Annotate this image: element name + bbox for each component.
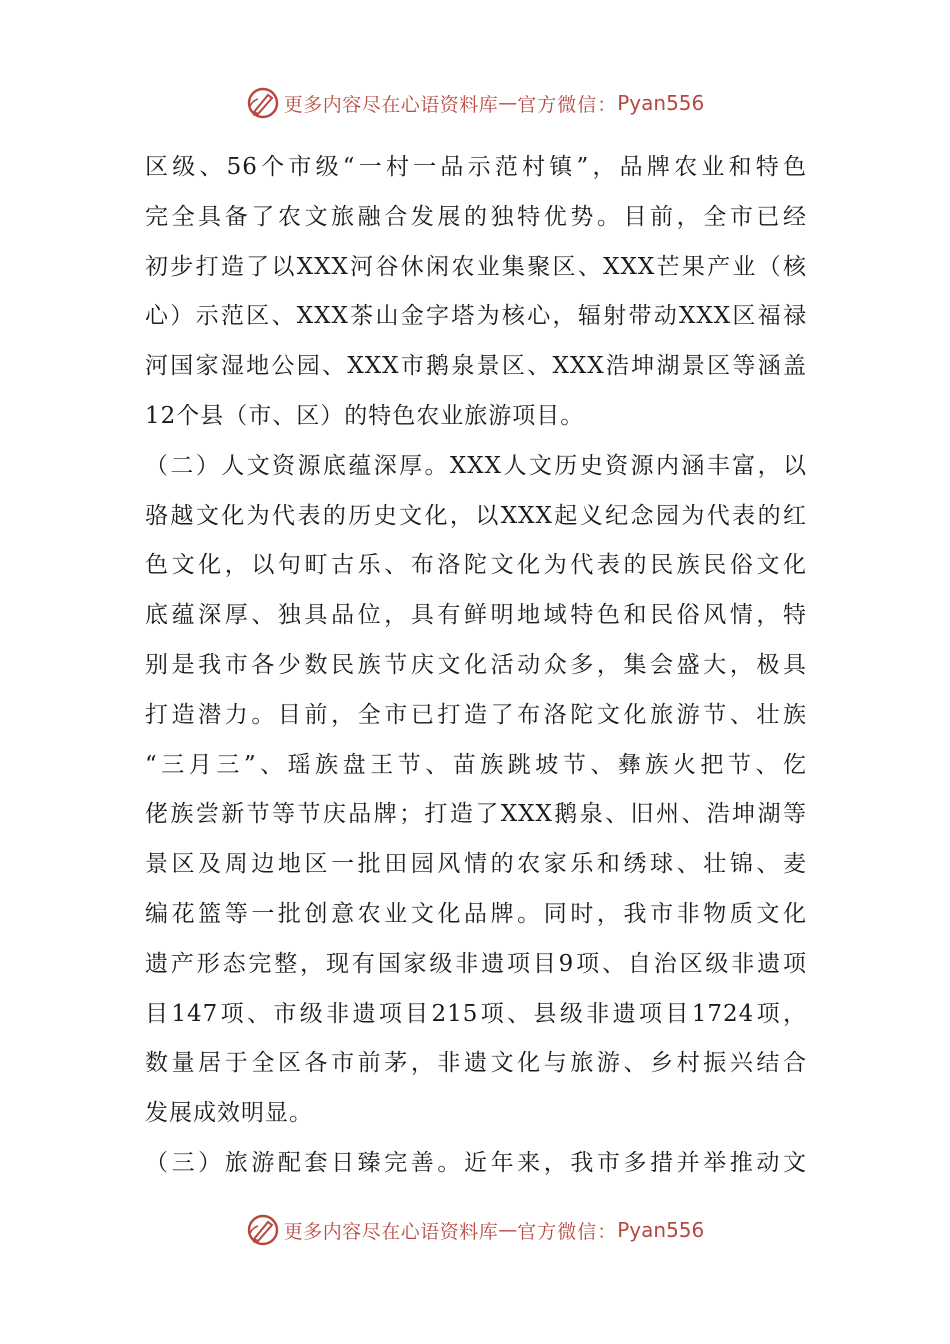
text-line: 打造潜力。目前，全市已打造了布洛陀文化旅游节、壮族 — [145, 701, 807, 728]
text-line: 发展成效明显。 — [145, 1100, 313, 1127]
watermark-wechat-label: 官方微信： — [517, 93, 618, 116]
text-line: 别是我市各少数民族节庆文化活动众多，集会盛大，极具 — [145, 651, 807, 678]
text-line: 目147项、市级非遗项目215项、县级非遗项目1724项， — [145, 1000, 807, 1027]
text-line: 区级、56个市级“一村一品示范村镇”，品牌农业和特色 — [145, 154, 807, 180]
text-line: 河国家湿地公园、XXX市鹅泉景区、XXX浩坤湖景区等涵盖 — [145, 353, 807, 380]
text-line: 编花篮等一批创意农业文化品牌。同时，我市非物质文化 — [145, 900, 807, 927]
watermark-header — [0, 83, 950, 123]
text-line: “三月三”、瑶族盘王节、苗族跳坡节、彝族火把节、仡 — [145, 751, 807, 778]
text-line: 色文化，以句町古乐、布洛陀文化为代表的民族民俗文化 — [145, 552, 807, 579]
text-line: 遗产形态完整，现有国家级非遗项目9项、自治区级非遗项 — [145, 950, 807, 977]
pen-circle-logo-icon — [246, 86, 280, 120]
watermark-wechat-id: Pyan556 — [617, 1218, 705, 1242]
watermark-wechat-label: 官方微信： — [517, 1220, 618, 1243]
text-line: 初步打造了以XXX河谷休闲农业集聚区、XXX芒果产业（核 — [145, 253, 807, 280]
text-line: 完全具备了农文旅融合发展的独特优势。目前，全市已经 — [145, 203, 807, 230]
section-heading-line: （二）人文资源底蕴深厚。XXX人文历史资源内涵丰富，以 — [145, 452, 807, 479]
text-line: 心）示范区、XXX茶山金字塔为核心，辐射带动XXX区福禄 — [145, 303, 807, 330]
section-heading-line: （三）旅游配套日臻完善。近年来，我市多措并举推动文 — [145, 1149, 807, 1176]
text-line: 12个县（市、区）的特色农业旅游项目。 — [145, 402, 585, 429]
text-line: 骆越文化为代表的历史文化，以XXX起义纪念园为代表的红 — [145, 502, 807, 529]
text-line: 数量居于全区各市前茅，非遗文化与旅游、乡村振兴结合 — [145, 1050, 807, 1077]
watermark-separator: — — [498, 92, 518, 114]
pen-circle-logo-icon — [246, 1213, 280, 1247]
watermark-wechat-id: Pyan556 — [617, 91, 705, 115]
text-line: 底蕴深厚、独具品位，具有鲜明地域特色和民俗风情，特 — [145, 602, 807, 629]
watermark-separator: — — [498, 1219, 518, 1241]
document-body — [145, 143, 807, 1189]
text-line: 佬族尝新节等节庆品牌；打造了XXX鹅泉、旧州、浩坤湖等 — [145, 801, 807, 828]
watermark-text: 更多内容尽在心语资料库 — [283, 93, 499, 116]
watermark-text: 更多内容尽在心语资料库 — [283, 1220, 499, 1243]
watermark-footer — [0, 1210, 950, 1250]
text-line: 景区及周边地区一批田园风情的农家乐和绣球、壮锦、麦 — [145, 851, 807, 878]
